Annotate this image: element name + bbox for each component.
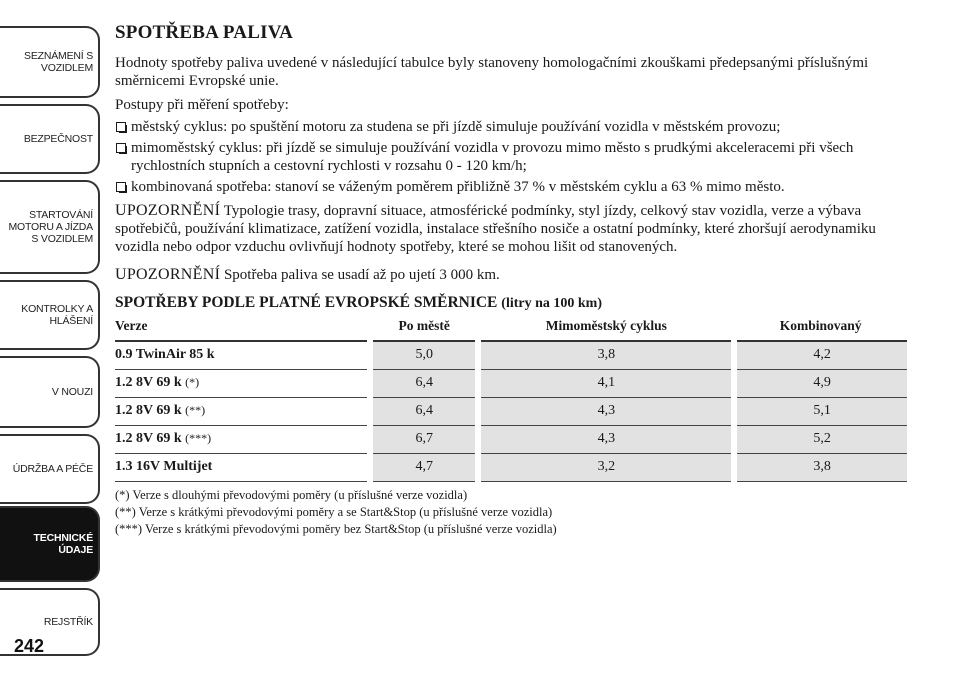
version-cell [115,425,370,453]
footnote: (**) Verze s krátkými převodovými poměry a se Start&Stop (u příslušné verze vozidla) [115,504,553,519]
table-footnotes [115,487,907,538]
version-cell [115,341,370,369]
extra-urban-value: 4,3 [478,425,734,453]
intro-paragraph: Hodnoty spotřeby paliva uvedené v následující tabulce byly stanoveny homologačními zkouškami předepsanými příslušnými směrnicemi Evropské unie. [115,55,869,89]
table-row [115,369,907,397]
combined-value: 4,9 [734,369,907,397]
tab-startovani[interactable]: STARTOVÁNÍ MOTORU A JÍZDA S VOZIDLEM [0,180,100,274]
combined-value: 5,1 [734,397,907,425]
tab-bezpecnost[interactable]: BEZPEČNOST [0,104,100,174]
list-item [115,178,907,196]
city-value: 5,0 [370,341,478,369]
table-unit: (litry na 100 km) [501,296,602,311]
city-value: 6,4 [370,397,478,425]
warning-paragraph-2 [115,266,907,284]
warning-text: Spotřeba paliva se usadí až po ujetí 3 000 km. [223,267,500,283]
tab-technicke-udaje[interactable]: TECHNICKÉ ÚDAJE [0,506,100,582]
version-cell [115,397,370,425]
page-content [115,22,907,538]
tab-kontrolky[interactable]: KONTROLKY A HLÁŠENÍ [0,280,100,350]
tab-rejstrik[interactable]: REJSTŘÍK [0,588,100,656]
table-row [115,397,907,425]
methods-title: Postupy při měření spotřeby: [115,97,289,113]
column-header-mimomestsky: Mimoměstský cyklus [478,316,734,341]
consumption-table [115,316,907,482]
tab-seznameni[interactable]: SEZNÁMENÍ S VOZIDLEM [0,26,100,98]
table-row [115,453,907,481]
table-row [115,341,907,369]
warning-paragraph-1 [115,202,907,256]
extra-urban-value: 4,3 [478,397,734,425]
checkbox-bullet-icon [116,143,126,153]
table-title-text: SPOTŘEBY PODLE PLATNÉ EVROPSKÉ SMĚRNICE [115,294,498,311]
city-value: 6,4 [370,369,478,397]
checkbox-bullet-icon [116,122,126,132]
version-cell [115,453,370,481]
tab-udrzba[interactable]: ÚDRŽBA A PÉČE [0,434,100,504]
extra-urban-value: 4,1 [478,369,734,397]
list-item [115,118,907,136]
table-row [115,425,907,453]
version-cell [115,369,370,397]
combined-value: 3,8 [734,453,907,481]
list-item-text: kombinovaná spotřeba: stanoví se váženým poměrem přibližně 37 % v městském cyklu a 63 % mimo město. [131,179,785,195]
combined-value: 4,2 [734,341,907,369]
table-title [115,294,907,312]
list-item [115,139,907,175]
version-name: 1.2 8V 69 k [115,375,182,390]
list-item-text: mimoměstský cyklus: při jízdě se simuluje používání vozidla v provozu mimo město s prudkými akceleracemi při všech rychlostních stupních a cestovní rychlosti v rozsahu 0 - 120 km/h; [131,140,854,174]
page-number: 242 [14,636,45,656]
version-name: 1.2 8V 69 k [115,431,182,446]
combined-value: 5,2 [734,425,907,453]
version-note: (**) [185,403,206,417]
column-header-kombinovany: Kombinovaný [734,316,907,341]
version-note: (*) [185,375,200,389]
column-header-verze: Verze [115,316,370,341]
methods-list [115,118,907,196]
city-value: 6,7 [370,425,478,453]
table-header-row [115,316,907,341]
footnote: (*) Verze s dlouhými převodovými poměry (u příslušné verze vozidla) [115,487,468,502]
checkbox-bullet-icon [116,182,126,192]
warning-keyword: UPOZORNĚNÍ [115,202,221,219]
extra-urban-value: 3,2 [478,453,734,481]
extra-urban-value: 3,8 [478,341,734,369]
version-name: 1.3 16V Multijet [115,459,213,474]
warning-text: Typologie trasy, dopravní situace, atmosférické podmínky, styl jízdy, celkový stav vozidla, verze a výbava spotřebičů, používání klimatizace, zatížení vozidla, instalace střešního nosiče a ostatní podmínky, které zhoršují aerodynamiku vozidla nebo odpor vzduchu ovlivňují hodnoty spotřeby, které se mohou lišit od stanovených. [115,203,876,255]
column-header-po-meste: Po městě [370,316,478,341]
city-value: 4,7 [370,453,478,481]
section-title: SPOTŘEBA PALIVA [115,22,294,43]
footnote: (***) Verze s krátkými převodovými poměry bez Start&Stop (u příslušné verze vozidla) [115,521,557,536]
version-note: (***) [185,431,212,445]
warning-keyword: UPOZORNĚNÍ [115,266,221,283]
list-item-text: městský cyklus: po spuštění motoru za studena se při jízdě simuluje používání vozidla v městském provozu; [131,119,781,135]
version-name: 1.2 8V 69 k [115,403,182,418]
tab-v-nouzi[interactable]: V NOUZI [0,356,100,428]
version-name: 0.9 TwinAir 85 k [115,347,215,363]
